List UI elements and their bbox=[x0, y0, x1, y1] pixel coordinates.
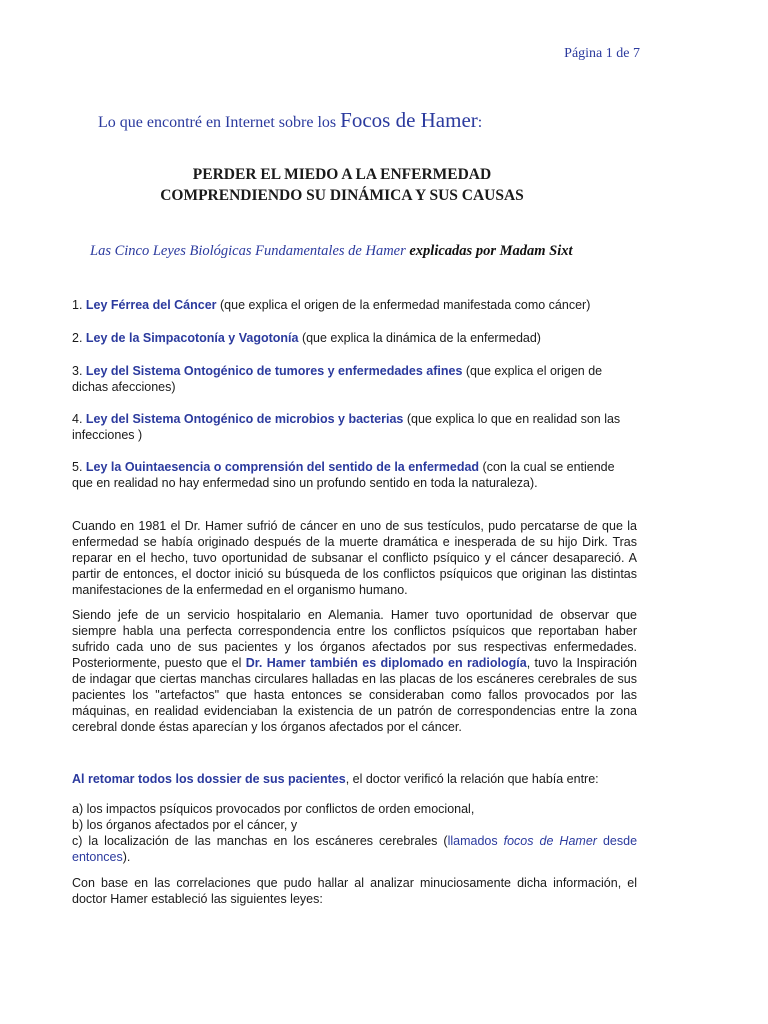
law-desc: (con la cual se entiende que en realidad no hay enfermedad sino un profundo sentido en toda la naturaleza). bbox=[72, 460, 615, 490]
law-name: Ley del Sistema Ontogénico de microbios y bacterias bbox=[85, 412, 404, 426]
law-num: 2. bbox=[72, 331, 86, 345]
list-item-c-before: c) la localización de las manchas en los escáneres cerebrales ( bbox=[72, 834, 448, 848]
law-item-4 bbox=[72, 411, 638, 443]
law-num: 5. bbox=[72, 460, 86, 474]
page-number: Página 1 de 7 bbox=[564, 46, 640, 61]
intro-highlight: Focos de Hamer bbox=[340, 108, 478, 132]
paragraph-2-after: , tuvo la Inspiración de indagar que ciertas manchas circulares halladas en las placas de los escáneres cerebrales de sus pacientes los "artefactos" que hasta entonces se consideraban como fallos provocados por las máquinas, en realidad evidenciaban la existencia de un patrón de correspondencias entre la zona cerebral donde éstas aparecían y los órganos afectados por el cáncer. bbox=[72, 656, 637, 734]
law-item-2 bbox=[72, 330, 638, 346]
law-name: Ley Férrea del Cáncer bbox=[85, 298, 217, 312]
list-item-c-after: ). bbox=[122, 850, 131, 864]
list-item-c-link-2: desde entonces bbox=[72, 834, 638, 864]
law-name: Ley del Sistema Ontogénico de tumores y enfermedades afines bbox=[85, 364, 463, 378]
paragraph-1: Cuando en 1981 el Dr. Hamer sufrió de cáncer en uno de sus testículos, pudo percatarse de que la enfermedad se había originado después de la muerte dramática e inesperada de su hijo Dirk. Tras reparar en el hecho, tuvo oportunidad de subsanar el conflicto psíquico y el cáncer desapareció. A partir de entonces, el doctor inició su búsqueda de los conflictos psíquicos que originan las distintas manifestaciones de la enfermedad en el organismo humano. bbox=[72, 519, 637, 597]
intro-line bbox=[98, 108, 482, 133]
paragraph-4: Con base en las correlaciones que pudo hallar al analizar minuciosamente dicha información, el doctor Hamer estableció las siguientes leyes: bbox=[72, 876, 637, 906]
relations-list bbox=[72, 801, 637, 865]
list-item-c-link-italic: focos de Hamer bbox=[503, 834, 597, 848]
law-num: 4. bbox=[72, 412, 86, 426]
heading-line-1: PERDER EL MIEDO A LA ENFERMEDAD bbox=[192, 166, 492, 183]
laws-title-las: Las bbox=[90, 243, 115, 259]
law-name: Ley de la Simpacotonía y Vagotonía bbox=[85, 331, 299, 345]
list-item-b: b) los órganos afectados por el cáncer, y bbox=[72, 818, 298, 832]
law-desc: (que explica el origen de dichas afecciones) bbox=[72, 364, 603, 394]
law-num: 1. bbox=[72, 298, 86, 312]
intro-prefix: Lo que encontré en Internet sobre los bbox=[98, 114, 341, 131]
paragraph-3-highlight: Al retomar todos los dossier de sus pacientes bbox=[72, 772, 346, 786]
law-item-1 bbox=[72, 297, 638, 313]
paragraph-2-highlight: Dr. Hamer también es diplomado en radiología bbox=[245, 656, 527, 670]
law-desc: (que explica el origen de la enfermedad manifestada como cáncer) bbox=[216, 298, 591, 312]
paragraph-3-after: , el doctor verificó la relación que había entre: bbox=[345, 772, 599, 786]
law-desc: (que explica lo que en realidad son las infecciones ) bbox=[72, 412, 621, 442]
laws-title bbox=[90, 243, 573, 260]
law-desc: (que explica la dinámica de la enfermedad) bbox=[298, 331, 541, 345]
law-item-5 bbox=[72, 459, 638, 491]
law-num: 3. bbox=[72, 364, 86, 378]
list-item-c-link-1: llamados bbox=[447, 834, 504, 848]
heading-line-2: COMPRENDIENDO SU DINÁMICA Y SUS CAUSAS bbox=[160, 187, 524, 204]
law-item-3 bbox=[72, 363, 638, 395]
laws-title-author: explicadas por Madam Sixt bbox=[405, 243, 573, 259]
list-item-a: a) los impactos psíquicos provocados por conflictos de orden emocional, bbox=[72, 802, 475, 816]
paragraph-3 bbox=[72, 771, 637, 787]
laws-title-main: Cinco Leyes Biológicas Fundamentales de Hamer bbox=[114, 243, 406, 259]
law-name: Ley la Ouintaesencia o comprensión del sentido de la enfermedad bbox=[85, 460, 480, 474]
intro-suffix: : bbox=[477, 114, 483, 131]
main-heading bbox=[0, 164, 684, 206]
paragraph-2 bbox=[72, 607, 637, 735]
list-item-c bbox=[72, 833, 637, 865]
paragraph-2-before: Siendo jefe de un servicio hospitalario en Alemania. Hamer tuvo oportunidad de observar que siempre habla una perfecta correspondencia entre los conflictos psíquicos que reportaban haber sufrido cada uno de sus pacientes y los órganos afectados por sus respectivas enfermedades. Posteriormente, puesto que el bbox=[72, 608, 637, 670]
